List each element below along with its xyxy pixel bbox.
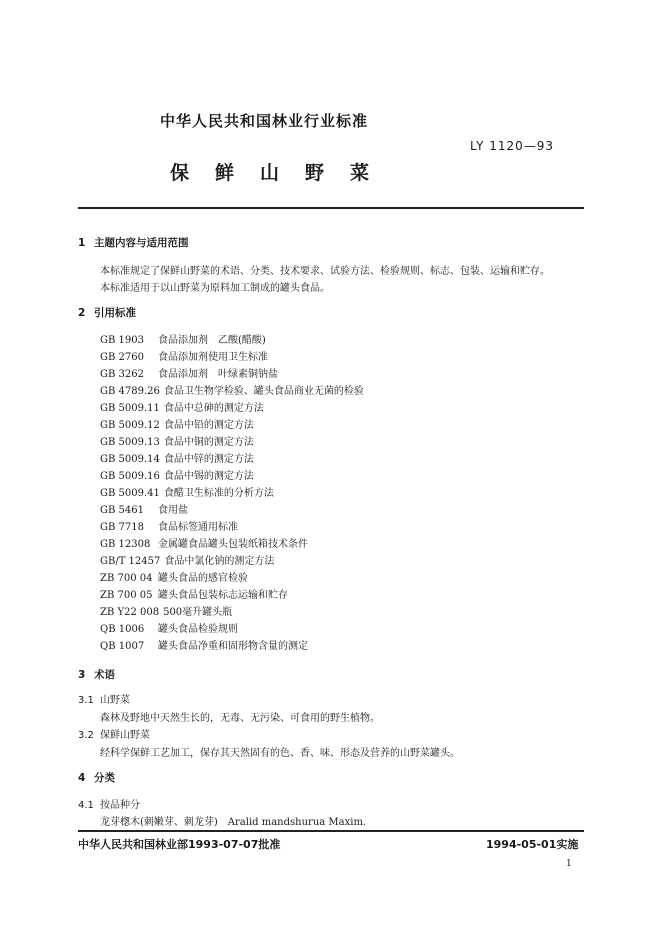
subsection-title: 按品种分 [100,800,140,811]
reference-code: ZB Y22 008 [100,607,160,618]
reference-name: 食品中铅的测定方法 [163,420,254,431]
reference-item [100,399,264,414]
reference-name: 食醋卫生标准的分析方法 [163,488,274,499]
reference-name: 罐头食品检验规则 [158,624,238,635]
reference-item [100,586,288,601]
subsection-title: 山野菜 [100,695,130,706]
subsection-heading [78,796,140,811]
reference-code: GB/T 12457 [100,556,161,567]
header-divider [78,207,584,209]
effective-date: 1994-05-01实施 [486,838,579,851]
reference-item [100,365,278,380]
reference-code: GB 4789.26 [100,386,160,397]
reference-name: 食品添加剂 乙酸(醋酸) [158,335,266,346]
section-1-paragraph: 本标准规定了保鲜山野菜的术语、分类、技术要求、试验方法、检验规则、标志、包装、运输和贮存。 [100,266,550,277]
reference-item [100,552,274,567]
section-1-paragraph: 本标准适用于以山野菜为原料加工制成的罐头食品。 [100,283,330,294]
subsection-number: 3.1 [78,695,94,706]
standard-code: LY 1120—93 [470,139,555,153]
reference-item [100,484,274,499]
reference-name: 食品中铜的测定方法 [163,437,254,448]
section-2-heading [78,305,136,320]
reference-item [100,450,254,465]
reference-name: 食用盐 [158,505,188,516]
reference-item [100,348,268,363]
reference-code: QB 1006 [100,624,145,635]
section-1-heading [78,235,189,250]
reference-name: 金属罐食品罐头包装纸箱技术条件 [158,539,308,550]
subsection-number: 4.1 [78,800,94,811]
approval-line: 中华人民共和国林业部1993-07-07批准 [78,838,281,851]
section-number: 1 [78,237,86,249]
reference-name: 500毫升罐头瓶 [163,607,233,618]
reference-item [100,637,308,652]
section-number: 3 [78,669,86,681]
reference-code: GB 5009.12 [100,420,160,431]
subsection-text: 龙芽楤木(刺嫩芽、刺龙芽) Aralid mandshurua Maxim. [100,817,367,828]
reference-code: GB 5009.41 [100,488,160,499]
subsection-heading [78,691,130,706]
reference-item [100,518,238,533]
reference-name: 食品中锌的测定方法 [163,454,254,465]
reference-item [100,382,364,397]
section-number: 2 [78,307,86,319]
reference-code: QB 1007 [100,641,145,652]
section-number: 4 [78,772,86,784]
reference-item [100,501,188,516]
reference-item [100,331,266,346]
reference-item [100,416,254,431]
section-title: 引用标准 [94,307,136,319]
reference-item [100,535,308,550]
reference-name: 食品标签通用标准 [158,522,238,533]
reference-item [100,620,238,635]
subsection-text: 森林及野地中天然生长的，无毒、无污染、可食用的野生植物。 [100,713,380,724]
section-3-heading [78,667,115,682]
reference-code: GB 5009.14 [100,454,160,465]
reference-code: ZB 700 04 [100,573,153,584]
reference-code: GB 5009.11 [100,403,160,414]
reference-item [100,433,254,448]
reference-code: GB 12308 [100,539,151,550]
reference-name: 食品中总砷的测定方法 [163,403,264,414]
reference-name: 食品添加剂 叶绿素铜钠盐 [158,369,278,380]
section-4-heading [78,770,115,785]
reference-code: GB 5461 [100,505,144,516]
subsection-text: 经科学保鲜工艺加工，保存其天然固有的色、香、味、形态及营养的山野菜罐头。 [100,748,460,759]
reference-code: GB 5009.16 [100,471,160,482]
section-title: 术语 [94,669,115,681]
reference-name: 食品中氯化钠的测定方法 [164,556,275,567]
reference-name: 罐头食品包装标志运输和贮存 [158,590,288,601]
reference-code: GB 5009.13 [100,437,160,448]
reference-code: GB 2760 [100,352,144,363]
reference-item [100,467,254,482]
section-title: 主题内容与适用范围 [94,237,189,249]
page-number: 1 [566,859,572,869]
reference-code: GB 3262 [100,369,144,380]
subsection-number: 3.2 [78,730,94,741]
reference-code: GB 7718 [100,522,144,533]
subsection-heading [78,726,150,741]
reference-name: 食品中锡的测定方法 [163,471,254,482]
reference-item [100,603,232,618]
reference-name: 罐头食品净重和固形物含量的测定 [158,641,308,652]
document-title: 保鲜山野菜 [170,162,396,184]
footer-divider [78,830,584,832]
reference-name: 罐头食品的感官检验 [158,573,248,584]
reference-code: ZB 700 05 [100,590,153,601]
reference-name: 食品添加剂使用卫生标准 [158,352,268,363]
reference-item [100,569,248,584]
section-title: 分类 [94,772,115,784]
reference-code: GB 1903 [100,335,144,346]
issuer-heading: 中华人民共和国林业行业标准 [160,112,369,130]
subsection-title: 保鲜山野菜 [100,730,150,741]
reference-name: 食品卫生物学检验、罐头食品商业无菌的检验 [163,386,364,397]
